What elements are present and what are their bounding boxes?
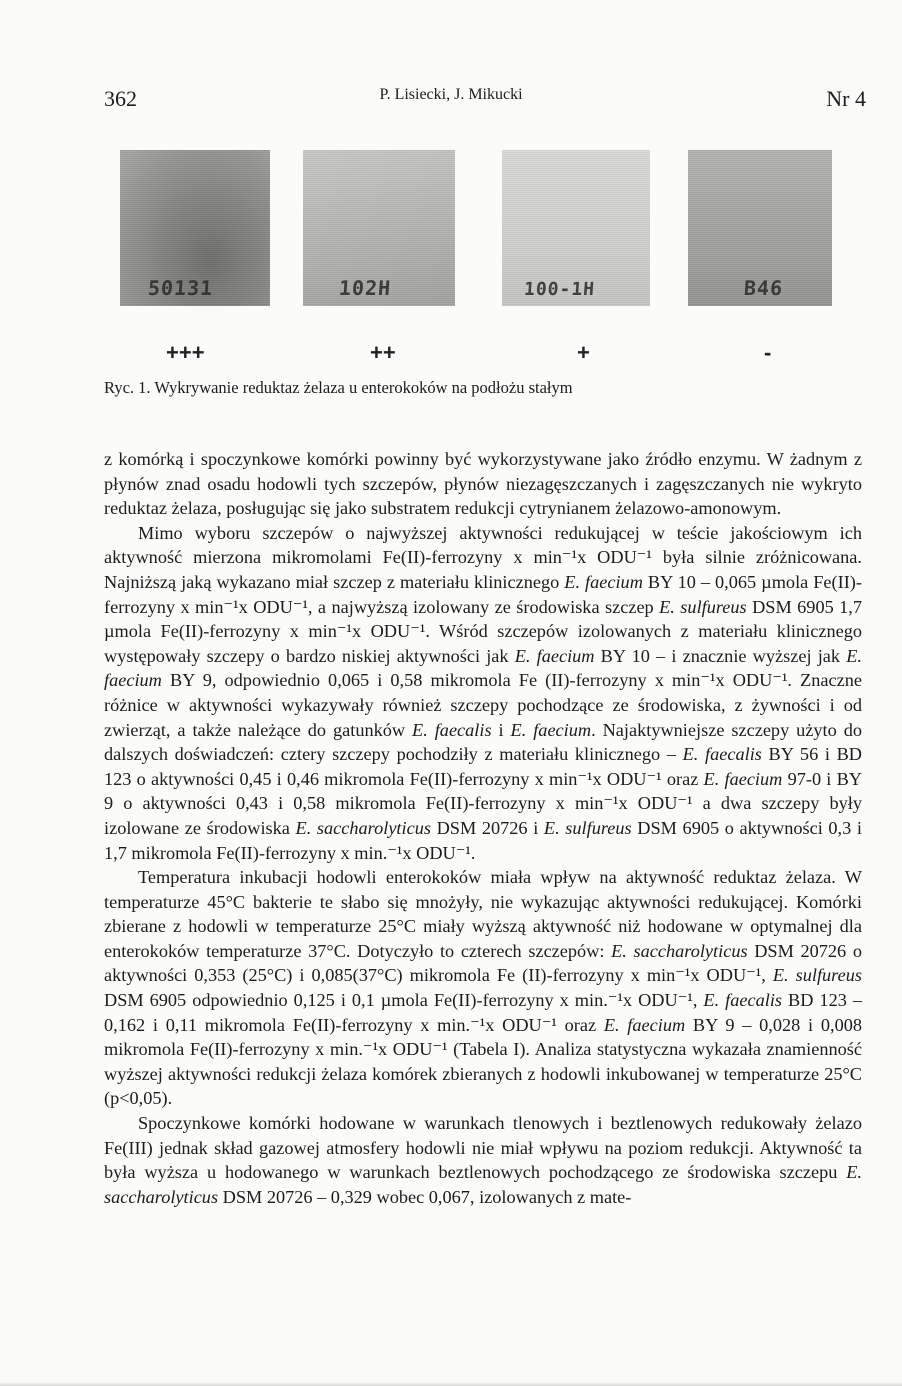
species-name: E. faecium [603, 1014, 686, 1035]
species-name: E. faecalis [412, 719, 492, 740]
species-name: E. saccharolyticus [295, 817, 431, 838]
photo-label: B46 [743, 276, 784, 300]
species-name: E. saccharolyticus [104, 1162, 862, 1207]
species-name: E. faecium [564, 571, 643, 592]
species-name: E. faecium [703, 768, 783, 789]
paragraph: Temperatura inkubacji hodowli enterokoków miała wpływ na aktywność reduktaz żelaza. W temperaturze 45°C bakterie te słabo się mnożyły, nie wykazując aktywności redukującej. Komórki zbierane z hodowli w temperaturze 25°C miały wyższą aktywność niż hodowane w optymalnej dla enterokoków temperaturze 37°C. Dotyczyło to czterech szczepów: E. saccharolyticus DSM 20726 o aktywności 0,353 (25°C) i 0,085(37°C) mikromola Fe (II)-ferrozyny x min⁻¹x ODU⁻¹, E. sulfureus DSM 6905 odpowiednio 0,125 i 0,1 µmola Fe(II)-ferrozyny x min.⁻¹x ODU⁻¹, E. faecalis BD 123 – 0,162 i 0,11 mikromola Fe(II)-ferrozyny x min.⁻¹x ODU⁻¹ oraz E. faecium BY 9 – 0,028 i 0,008 mikromola Fe(II)-ferrozyny x min.⁻¹x ODU⁻¹ (Tabela I). Analiza statystyczna wykazała znamienność wyższej aktywności redukcji żelaza komórek zbieranych z hodowli inkubowanej w temperaturze 25°C (p<0,05). [104, 867, 863, 1109]
agar-photo-3 [502, 150, 650, 306]
reduction-rating-3: + [577, 340, 590, 365]
species-name: E. sulfureus [772, 965, 862, 986]
agar-photo-1 [120, 150, 270, 306]
photo-label: 100-1H [523, 279, 596, 300]
agar-photo-2 [303, 150, 455, 306]
reduction-rating-1: +++ [166, 340, 205, 365]
species-name: E. sulfureus [543, 817, 632, 838]
species-name: E. sulfureus [659, 596, 747, 617]
species-name: E. saccharolyticus [611, 940, 748, 961]
paragraph: Spoczynkowe komórki hodowane w warunkach tlenowych i beztlenowych redukowały żelazo Fe(III) jednak skład gazowej atmosfery hodowli nie miał wpływu na poziom redukcji. Aktywność ta była wyższa u hodowanego w warunkach beztlenowych pochodzącego ze środowiska szczepu E. saccharolyticus DSM 20726 – 0,329 wobec 0,067, izolowanych z mate- [104, 1113, 862, 1207]
species-name: E. faecalis [682, 744, 762, 765]
running-head-authors: P. Lisiecki, J. Mikucki [379, 86, 523, 103]
species-name: E. faecalis [703, 990, 783, 1011]
paragraph: z komórką i spoczynkowe komórki powinny być wykorzystywane jako źródło enzymu. W żadnym z płynów znad osadu hodowli tych szczepów, płynów niezagęszczanych i zagęszczanych nie wykryto reduktaz żelaza, posługując się jako substratem redukcji cytrynianem żelazowo-amonowym. [104, 449, 862, 519]
paragraph: Mimo wyboru szczepów o najwyższej aktywności redukującej w teście jakościowym ich aktywność mierzona mikromolami Fe(II)-ferrozyny x min⁻¹x ODU⁻¹ była silnie zróżnicowana. Najniższą jaką wykazano miał szczep z materiału klinicznego E. faecium BY 10 – 0,065 µmola Fe(II)-ferrozyny x min⁻¹x ODU⁻¹, a najwyższą izolowany ze środowiska szczep E. sulfureus DSM 6905 1,7 µmola Fe(II)-ferrozyny x min⁻¹x ODU⁻¹. Wśród szczepów izolowanych z materiału klinicznego występowały szczepy o bardzo niskiej aktywności jak E. faecium BY 10 – i znacznie wyższej jak E. faecium BY 9, odpowiednio 0,065 i 0,58 mikromola Fe (II)-ferrozyny x min⁻¹x ODU⁻¹. Znaczne różnice w aktywności wykazywały również szczepy pochodzące ze środowiska, z żywności i od zwierząt, a także należące do gatunków E. faecalis i E. faecium. Najaktywniejsze szczepy użyto do dalszych doświadczeń: cztery szczepy pochodziły z materiału klinicznego – E. faecalis BY 56 i BD 123 o aktywności 0,45 i 0,46 mikromola Fe(II)-ferrozyny x min⁻¹x ODU⁻¹ oraz E. faecium 97-0 i BY 9 o aktywności 0,43 i 0,58 mikromola Fe(II)-ferrozyny x min⁻¹x ODU⁻¹ a dwa szczepy były izolowane ze środowiska E. saccharolyticus DSM 20726 i E. sulfureus DSM 6905 o aktywności 0,3 i 1,7 mikromola Fe(II)-ferrozyny x min.⁻¹x ODU⁻¹. [104, 522, 863, 863]
page-header [0, 86, 902, 116]
issue-number: Nr 4 [826, 86, 866, 111]
page-number: 362 [104, 86, 137, 111]
figure-caption: Ryc. 1. Wykrywanie reduktaz żelaza u enterokoków na podłożu stałym [104, 378, 573, 397]
page-edge [0, 1382, 902, 1386]
species-name: E. faecium [514, 645, 595, 666]
body-text [104, 447, 862, 1209]
species-name: E. faecium [104, 645, 862, 691]
reduction-rating-2: ++ [370, 340, 396, 365]
photo-label: 50131 [147, 276, 215, 300]
photo-label: 102H [338, 276, 393, 300]
reduction-rating-4: - [764, 340, 772, 365]
species-name: E. faecium [510, 719, 592, 740]
agar-photo-4 [688, 150, 832, 306]
